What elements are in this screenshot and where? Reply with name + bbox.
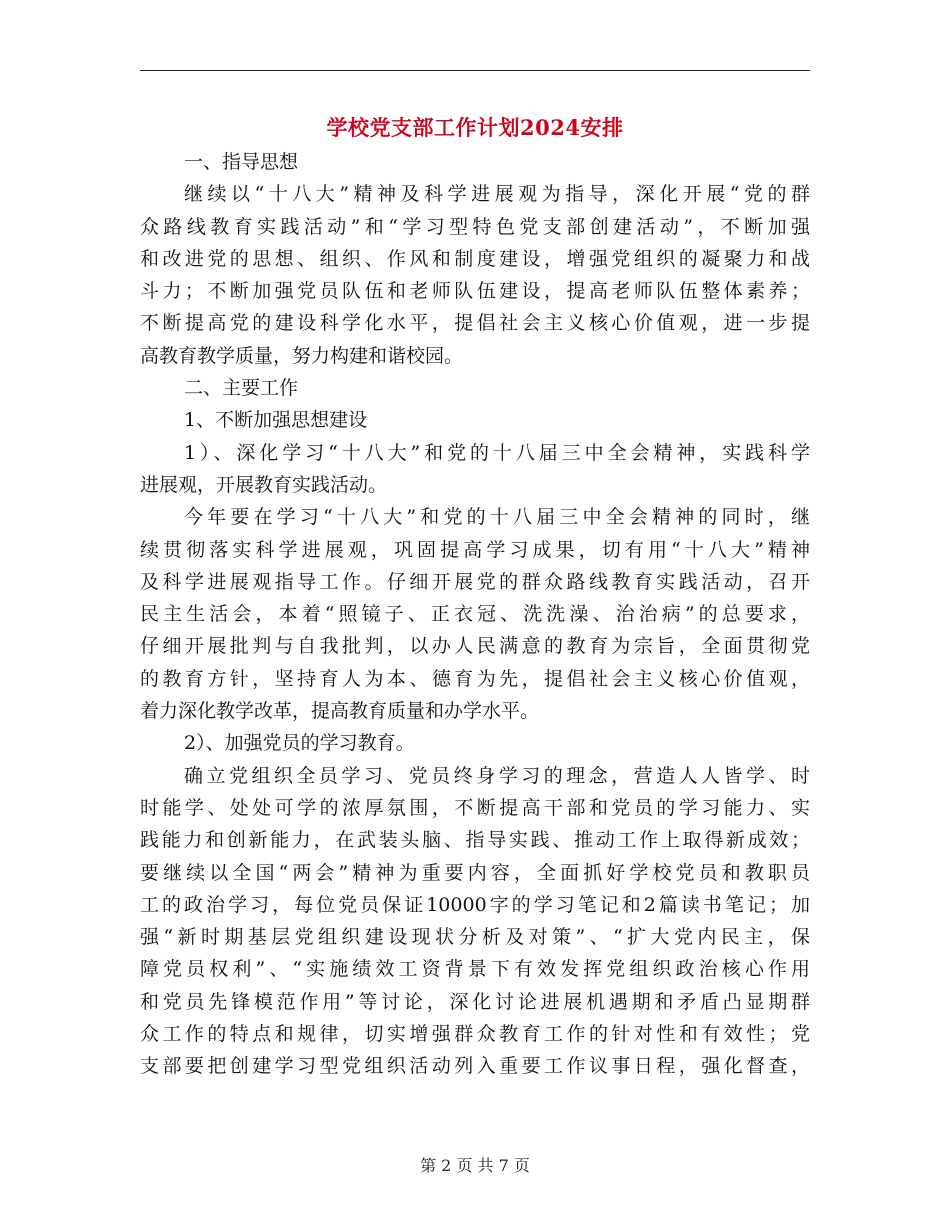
text-line: 民主生活会，本着“照镜子、正衣冠、洗洗澡、治治病”的总要求， bbox=[140, 603, 810, 626]
text-line: 继续以“十八大”精神及科学进展观为指导，深化开展“党的群 bbox=[184, 183, 810, 206]
text-line: 践能力和创新能力，在武装头脑、指导实践、推动工作上取得新成效； bbox=[140, 829, 810, 852]
text-line: 和改进党的思想、组织、作风和制度建设，增强党组织的凝聚力和战 bbox=[140, 247, 810, 270]
text-line: 强“新时期基层党组织建设现状分析及对策”、“扩大党内民主，保 bbox=[140, 926, 810, 949]
text-line: 着力深化教学改革，提高教育质量和办学水平。 bbox=[140, 700, 540, 723]
header-rule bbox=[140, 70, 810, 71]
text-line: 和党员先锋模范作用”等讨论，深化讨论进展机遇期和矛盾凸显期群 bbox=[140, 990, 810, 1013]
text-line: 要继续以全国“两会”精神为重要内容，全面抓好学校党员和教职员 bbox=[140, 861, 810, 884]
page-number: 第 2 页 共 7 页 bbox=[420, 1156, 530, 1175]
text-line: 障党员权利”、“实施绩效工资背景下有效发挥党组织政治核心作用 bbox=[140, 958, 810, 981]
text-line: 2）、加强党员的学习教育。 bbox=[184, 732, 415, 755]
text-line: 斗力；不断加强党员队伍和老师队伍建设，提高老师队伍整体素养； bbox=[140, 280, 810, 303]
text-line: 支部要把创建学习型党组织活动列入重要工作议事日程，强化督查， bbox=[140, 1055, 810, 1078]
document-title: 学校党支部工作计划2024安排 bbox=[326, 115, 624, 140]
text-line: 时能学、处处可学的浓厚氛围，不断提高干部和党员的学习能力、实 bbox=[140, 796, 810, 819]
text-line: 今年要在学习“十八大”和党的十八届三中全会精神的同时，继 bbox=[184, 506, 810, 529]
text-line: 高教育教学质量，努力构建和谐校园。 bbox=[140, 344, 464, 367]
text-line: 二、主要工作 bbox=[184, 377, 299, 400]
text-line: 的教育方针，坚持育人为本、德育为先，提倡社会主义核心价值观， bbox=[140, 667, 810, 690]
text-line: 进展观，开展教育实践活动。 bbox=[140, 473, 388, 496]
text-line: 1）、深化学习“十八大”和党的十八届三中全会精神，实践科学 bbox=[184, 441, 810, 464]
text-line: 仔细开展批判与自我批判，以办人民满意的教育为宗旨，全面贯彻党 bbox=[140, 635, 810, 658]
text-line: 工的政治学习，每位党员保证10000字的学习笔记和2篇读书笔记；加 bbox=[140, 893, 810, 916]
text-line: 及科学进展观指导工作。仔细开展党的群众路线教育实践活动，召开 bbox=[140, 570, 810, 593]
text-line: 1、不断加强思想建设 bbox=[184, 409, 368, 432]
text-line: 续贯彻落实科学进展观，巩固提高学习成果，切有用“十八大”精神 bbox=[140, 538, 810, 561]
document-body bbox=[140, 146, 810, 1083]
text-line: 众工作的特点和规律，切实增强群众教育工作的针对性和有效性；党 bbox=[140, 1023, 810, 1046]
text-line: 不断提高党的建设科学化水平，提倡社会主义核心价值观，进一步提 bbox=[140, 312, 810, 335]
text-line: 确立党组织全员学习、党员终身学习的理念，营造人人皆学、时 bbox=[184, 764, 810, 787]
text-line: 众路线教育实践活动”和“学习型特色党支部创建活动”，不断加强 bbox=[140, 215, 810, 238]
text-line: 一、指导思想 bbox=[184, 151, 299, 173]
